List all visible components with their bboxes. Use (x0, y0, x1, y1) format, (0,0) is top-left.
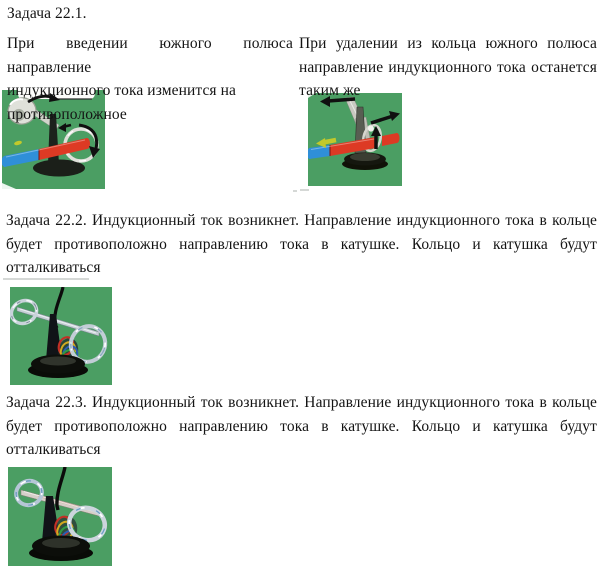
text-line: будет противоположно направлению тока в катушке. Кольцо и катушка будут (6, 235, 597, 253)
scan-artifact (300, 189, 309, 191)
text-line: таким же (299, 82, 361, 99)
text-line: направление индукционного тока останется (299, 58, 597, 76)
text-line: При удалении из кольца южного полюса (299, 35, 597, 52)
stand-base (342, 153, 388, 171)
problem-22-3-answer (6, 391, 597, 462)
problem-22-1-heading: Задача 22.1. (7, 5, 87, 22)
magnet-removed-from-ring-photo (308, 93, 402, 186)
text-line: индукционного тока изменится на (7, 82, 237, 99)
figure-22-1-magnet-removed (308, 93, 402, 186)
scan-artifact (293, 190, 297, 192)
problem-22-2-answer (6, 209, 597, 280)
text-line: отталкиваться (6, 441, 101, 458)
text-line: При введении южного полюса направление (7, 35, 293, 76)
text-line: Задача 22.2. Индукционный ток возникнет. Направление индукционного тока в кольце (6, 212, 597, 229)
figure-22-2-ring-coil-stand (10, 287, 112, 385)
text-line: противоположное (7, 105, 127, 123)
ring-and-coil-on-stand-photo (10, 287, 112, 385)
text-line: Задача 22.3. Индукционный ток возникнет. Направление индукционного тока в кольце (6, 394, 597, 411)
text-line: будет противоположно направлению тока в катушке. Кольцо и катушка будут (6, 417, 597, 435)
ring-and-coil-on-stand-photo-2 (8, 467, 112, 566)
problem-22-1-right-answer (299, 32, 597, 103)
figure-22-3-ring-coil-stand (8, 467, 112, 566)
text-line: отталкиваться (6, 259, 101, 276)
problem-22-1-left-answer (7, 32, 293, 126)
